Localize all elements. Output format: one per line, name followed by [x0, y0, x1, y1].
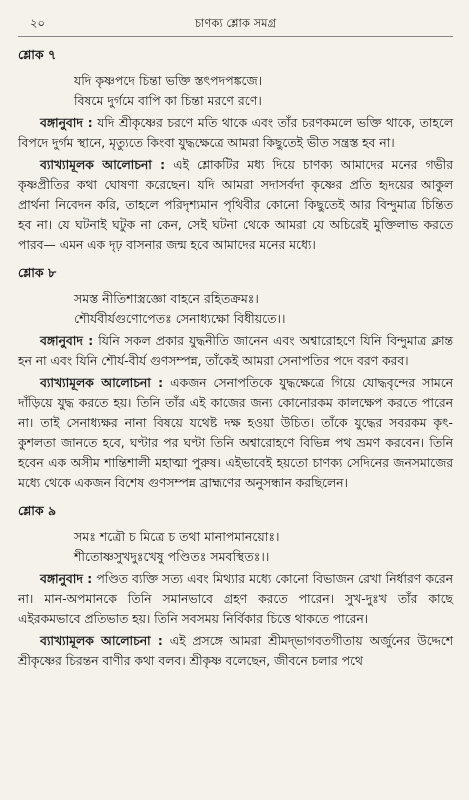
page-header — [18, 10, 453, 37]
verse-line: শৌর্যবীর্যগুণোপেতঃ সেনাধ্যক্ষো বিধীয়তে।। — [74, 311, 286, 326]
shloka-label: শ্লোক ৮ — [18, 265, 57, 280]
shloka-section — [18, 265, 453, 493]
shloka-label: শ্লোক ৭ — [18, 47, 57, 62]
translation-paragraph — [18, 113, 453, 153]
sanskrit-verse — [18, 289, 453, 329]
translation-paragraph — [18, 569, 453, 629]
translation-text: যদি শ্রীকৃষ্ণের চরণে মতি থাকে এবং তাঁর চরণকমলে ভক্তি থাকে, তাহলে বিপদে দুর্গম স্থানে, মৃত্যুতে কিংবা যুদ্ধক্ষেত্রে আমরা কিছুতেই ভীত সন্ত্রস্ত হব না। — [18, 116, 453, 150]
translation-heading: বঙ্গানুবাদ : — [40, 116, 93, 130]
commentary-heading: ব্যাখ্যামূলক আলোচনা : — [40, 376, 164, 390]
page-number: ২০ — [30, 16, 45, 30]
verse-line: যদি কৃষ্ণপদে চিন্তা ভক্তি স্তৎপদপঙ্কজে। — [74, 73, 263, 88]
shloka-label: শ্লোক ৯ — [18, 503, 57, 518]
translation-heading: বঙ্গানুবাদ : — [40, 334, 94, 348]
commentary-heading: ব্যাখ্যামূলক আলোচনা : — [40, 158, 166, 172]
verse-line: বিষমে দুর্গমে বাপি কা চিন্তা মরণে রণে। — [74, 93, 262, 108]
verse-line: সমঃ শত্রৌ চ মিত্রে চ তথা মানাপমানয়োঃ। — [74, 529, 280, 544]
commentary-paragraph — [18, 631, 453, 671]
verse-line: শীতোষ্ণসুখদুঃখেষু পণ্ডিতঃ সমবস্থিতঃ।। — [74, 549, 270, 564]
translation-heading: বঙ্গানুবাদ : — [40, 572, 93, 586]
verse-line: সমস্ত নীতিশাস্ত্রজ্ঞো বাহনে রহিতক্রমঃ। — [74, 291, 259, 306]
commentary-text: এই প্রসঙ্গে আমরা শ্রীমদ্‌ভাগবতগীতায় অর্জুনের উদ্দেশে শ্রীকৃষ্ণের চিরন্তন বাণীর কথা বলব। শ্রীকৃষ্ণ বলেছেন, জীবনে চলার পথে — [18, 634, 453, 668]
commentary-text: এই শ্লোকটির মধ্য দিয়ে চাণক্য আমাদের মনের গভীর কৃষ্ণপ্রীতির কথা ঘোষণা করেছেন। যদি আমরা সদাসর্বদা কৃষ্ণের প্রতি হৃদয়ের আকুল প্রার্থনা নিবেদন করি, তাহলে পরিদৃশ্যমান পৃথিবীর কোনো কিছুতেই আর বিন্দুমাত্র চিন্তিত হব না। যে ঘটনাই ঘটুক না কেন, সেই ঘটনা থেকে আমরা যে অচিরেই মুক্তিলাভ করতে পারব— এমন এক দৃঢ় বাসনার জন্ম হবে আমাদের মনের মধ্যে। — [18, 158, 453, 252]
commentary-heading: ব্যাখ্যামূলক আলোচনা : — [40, 634, 163, 648]
shloka-section — [18, 503, 453, 671]
commentary-paragraph — [18, 373, 453, 493]
sanskrit-verse — [18, 527, 453, 567]
translation-paragraph — [18, 331, 453, 371]
commentary-paragraph — [18, 155, 453, 255]
translation-text: পণ্ডিত ব্যক্তি সত্য এবং মিথ্যার মধ্যে কোনো বিভাজন রেখা নির্ধারণ করেন না। মান-অপমানকে তিনি সমানভাবে গ্রহণ করতে পারেন। সুখ-দুঃখ তাঁর কাছে এইরকমভাবে প্রতিভাত হয়। তিনি সবসময় নির্বিকার চিত্তে থাকতে পারেন। — [18, 572, 453, 626]
book-title: চাণক্য শ্লোক সমগ্র — [194, 16, 277, 30]
commentary-text: একজন সেনাপতিকে যুদ্ধক্ষেত্রে গিয়ে যোদ্ধবৃন্দের সামনে দাঁড়িয়ে যুদ্ধ করতে হয়। তিনি তাঁর এই কাজের জন্য কোনোরকম কালক্ষেপ করতে পারেন না। তাই সেনাধ্যক্ষর নানা বিষয়ে যথেষ্ট দক্ষ হওয়া উচিত। তাঁকে যুদ্ধের সবরকম কৃৎ-কুশলতা জানতে হবে, ঘণ্টার পর ঘণ্টা তিনি অশ্বারোহণে বিভিন্ন পথ ভ্রমণ করবেন। তিনি হবেন এক অসীম শান্তিশালী মহাত্মা পুরুষ। এইভাবেই হয়তো চাণক্য সেদিনের জনসমাজের মধ্যে থেকে একজন বিশেষ গুণসম্পন্ন ব্রাহ্মণের অনুসন্ধান করছিলেন। — [18, 376, 453, 490]
shloka-section — [18, 47, 453, 255]
translation-text: যিনি সকল প্রকার যুদ্ধনীতি জানেন এবং অশ্বারোহণে যিনি বিন্দুমাত্র ক্লান্ত হন না এবং যিনি শৌর্য-বীর্য গুণসম্পন্ন, তাঁকেই আমরা সেনাপতির পদে বরণ করব। — [18, 334, 453, 368]
sanskrit-verse — [18, 71, 453, 111]
